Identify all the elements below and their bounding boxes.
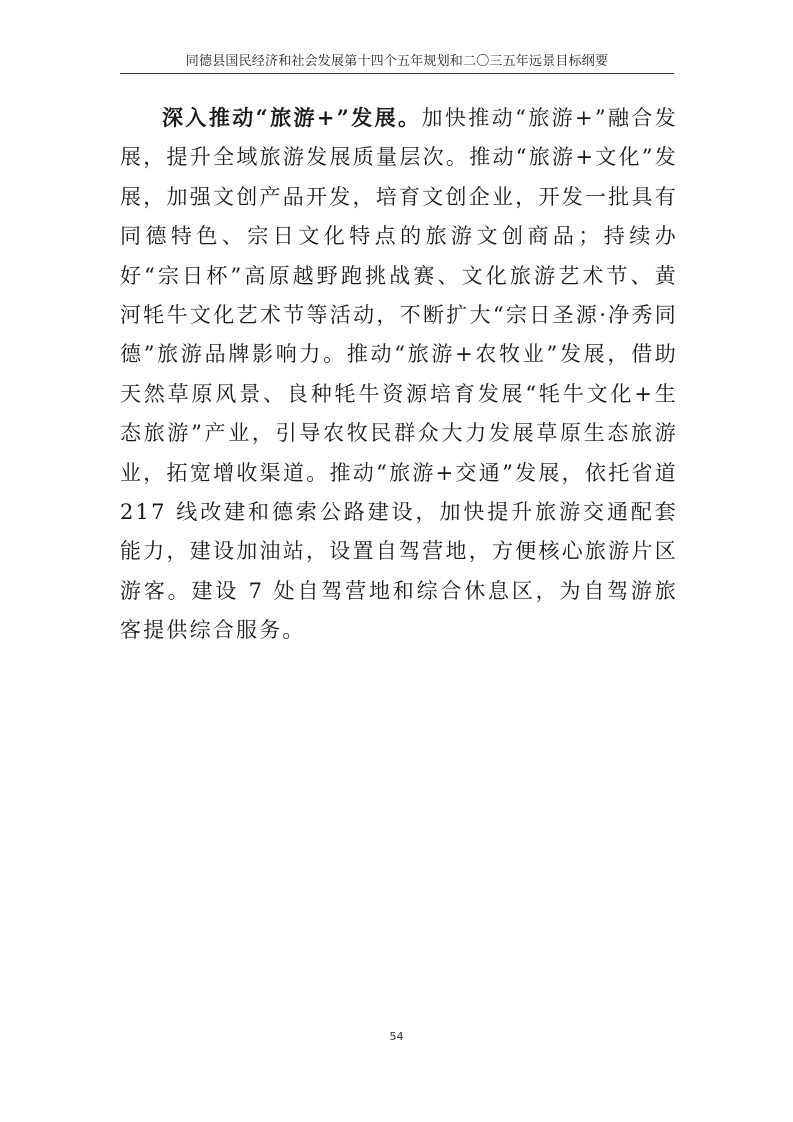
running-header: 同德县国民经济和社会发展第十四个五年规划和二〇三五年远景目标纲要	[185, 54, 609, 69]
header-divider	[120, 73, 674, 74]
paragraph-body-text: 加快推动“旅游+”融合发展，提升全域旅游发展质量层次。推动“旅游+文化”发展，加强文创产品开发，培育文创企业，开发一批具有同德特色、宗日文化特点的旅游文创商品；持续办好“宗日杯”高原越野跑挑战赛、文化旅游艺术节、黄河牦牛文化艺术节等活动，不断扩大“宗日圣源·净秀同德”旅游品牌影响力。推动“旅游+农牧业”发展，借助天然草原风景、良种牦牛资源培育发展“牦牛文化+生态旅游”产业，引导农牧民群众大力发展草原生态旅游业，拓宽增收渠道。推动“旅游+交通”发展，依托省道 217 线改建和德索公路建设，加快提升旅游交通配套能力，建设加油站，设置自驾营地，方便核心旅游片区游客。建设 7 处自驾营地和综合休息区，为自驾游旅客提供综合服务。	[120, 106, 679, 643]
paragraph-lead-heading: 深入推动“旅游+”发展。	[162, 105, 422, 130]
page-number: 54	[389, 1030, 404, 1043]
body-paragraph	[120, 98, 678, 651]
